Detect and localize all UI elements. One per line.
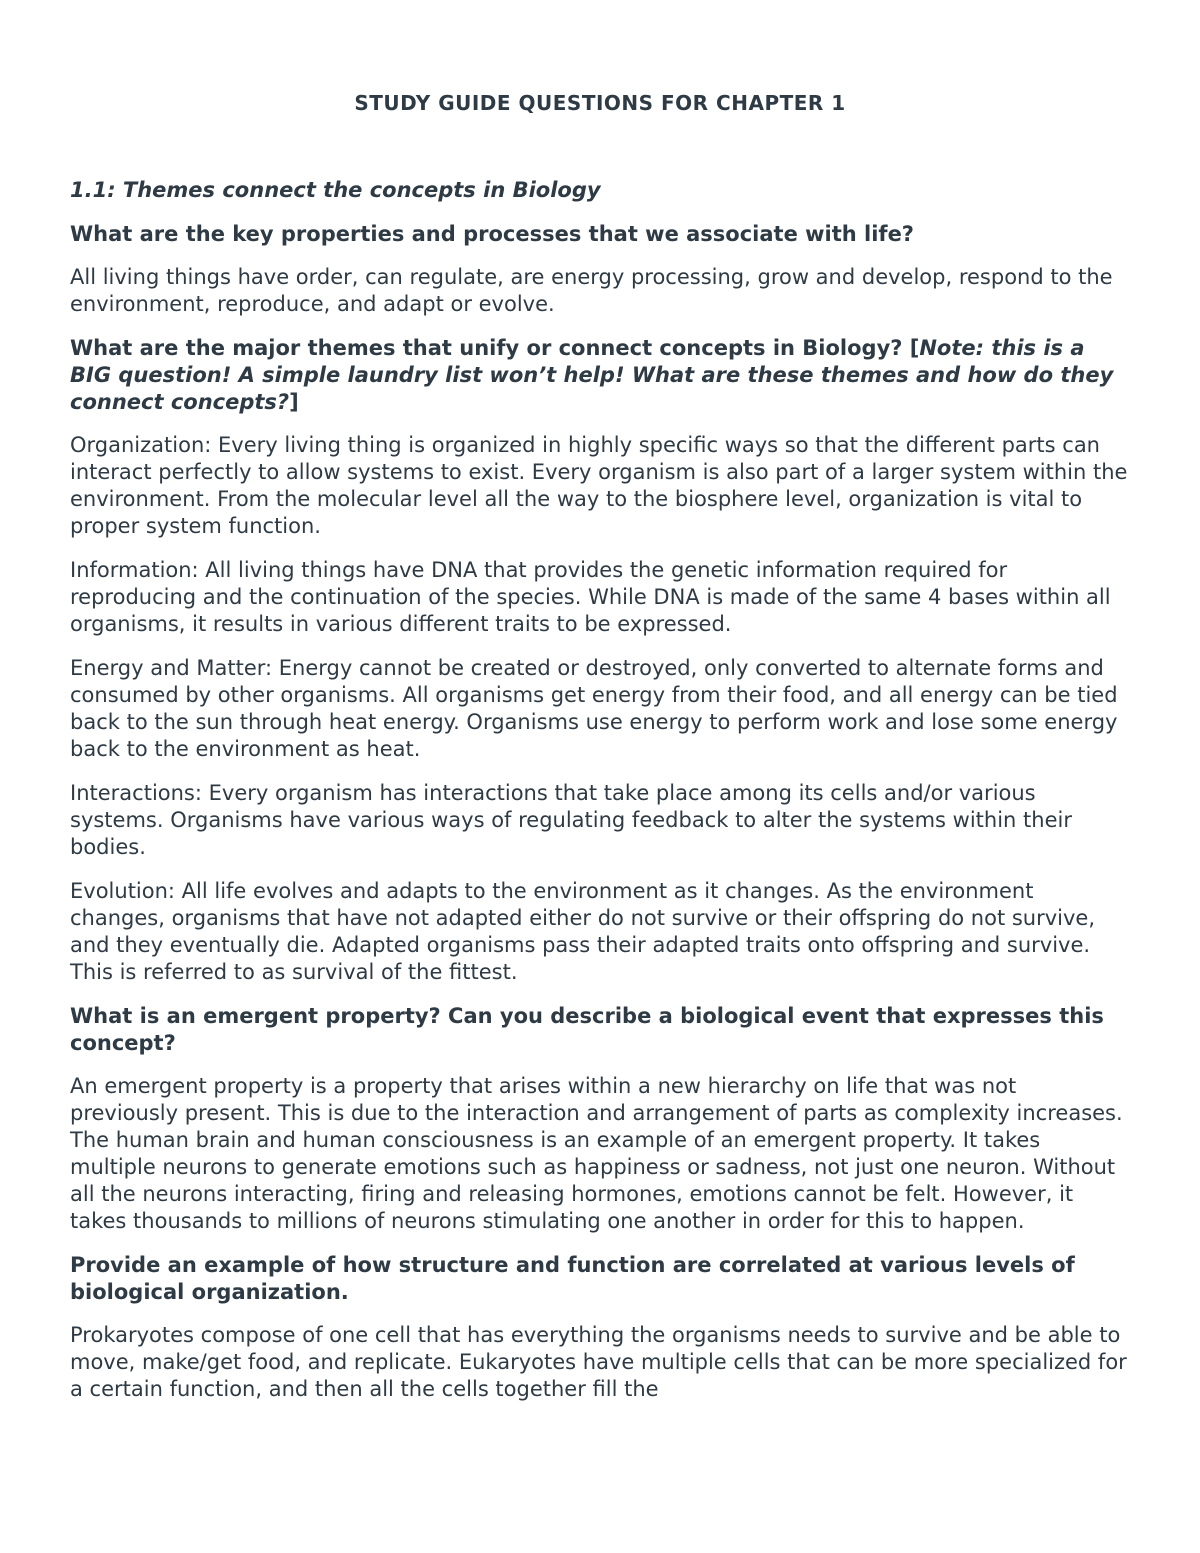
question-major-themes-note: Note: this is a BIG question! A simple laundry list won’t help! What are these themes and how do they connect concepts?: [70, 336, 1114, 414]
question-major-themes-end: ]: [289, 390, 299, 414]
answer-energy-and-matter: Energy and Matter: Energy cannot be created or destroyed, only converted to alternate forms and consumed by other organisms. All organisms get energy from their food, and all energy can be tied back to the sun through heat energy. Organisms use energy to perform work and lose some energy back to the environment as heat.: [70, 656, 1118, 761]
question-structure-function: Provide an example of how structure and function are correlated at various levels of biological organization.: [70, 1253, 1075, 1304]
answer-evolution: Evolution: All life evolves and adapts to the environment as it changes. As the environment changes, organisms that have not adapted either do not survive or their offspring do not survive, and they eventually die. Adapted organisms pass their adapted traits onto offspring and survive. This is referred to as survival of the fittest.: [70, 879, 1096, 984]
answer-structure-function: Prokaryotes compose of one cell that has everything the organisms needs to survive and be able to move, make/get food, and replicate. Eukaryotes have multiple cells that can be more specialized for a certain function, and then all the cells together fill the: [70, 1323, 1127, 1401]
document-title: STUDY GUIDE QUESTIONS FOR CHAPTER 1: [354, 91, 846, 115]
answer-key-properties: All living things have order, can regulate, are energy processing, grow and develop, respond to the environment, reproduce, and adapt or evolve.: [70, 265, 1113, 316]
answer-organization: Organization: Every living thing is organized in highly specific ways so that the different parts can interact perfectly to allow systems to exist. Every organism is also part of a larger system within the environment. From the molecular level all the way to the biosphere level, organization is vital to proper system function.: [70, 433, 1128, 538]
answer-interactions: Interactions: Every organism has interactions that take place among its cells and/or various systems. Organisms have various ways of regulating feedback to alter the systems within their bodies.: [70, 781, 1072, 859]
question-major-themes-lead: What are the major themes that unify or connect concepts in Biology? [: [70, 336, 920, 360]
document-page: [70, 88, 1130, 1420]
question-emergent-property: What is an emergent property? Can you describe a biological event that expresses this concept?: [70, 1004, 1104, 1055]
question-key-properties: What are the key properties and processes that we associate with life?: [70, 222, 914, 246]
answer-information: Information: All living things have DNA that provides the genetic information required for reproducing and the continuation of the species. While DNA is made of the same 4 bases within all organisms, it results in various different traits to be expressed.: [70, 558, 1111, 636]
section-heading: 1.1: Themes connect the concepts in Biology: [70, 178, 601, 202]
answer-emergent-property: An emergent property is a property that arises within a new hierarchy on life that was not previously present. This is due to the interaction and arrangement of parts as complexity increases. The human brain and human consciousness is an example of an emergent property. It takes multiple neurons to generate emotions such as happiness or sadness, not just one neuron. Without all the neurons interacting, firing and releasing hormones, emotions cannot be felt. However, it takes thousands to millions of neurons stimulating one another in order for this to happen.: [70, 1074, 1123, 1233]
question-major-themes: [70, 335, 1130, 416]
